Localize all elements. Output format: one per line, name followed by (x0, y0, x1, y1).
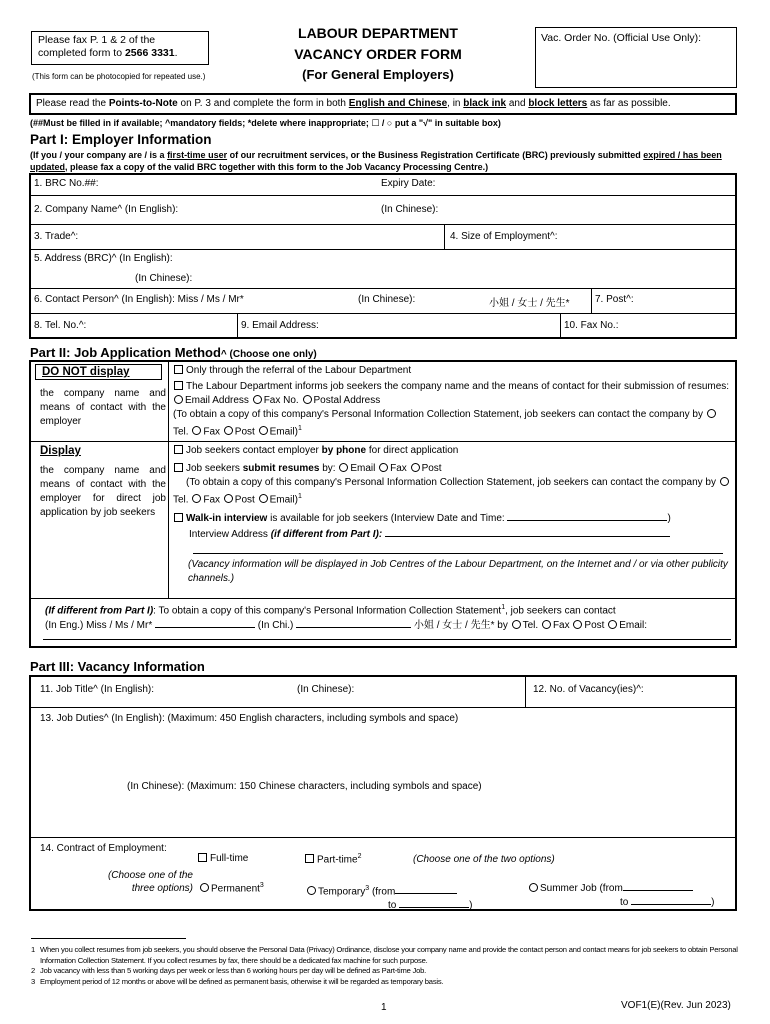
trade-label: 3. Trade^: (34, 231, 79, 242)
instruction-letters: block letters (528, 98, 588, 109)
job-title-en-field[interactable] (40, 684, 154, 695)
diff-email: Email: (619, 620, 647, 632)
diff-text: : To obtain a copy of this company's Personal Information Collection Statement (153, 605, 502, 617)
instruction-mid2: , in (447, 98, 461, 109)
footnote-1-text: When you collect resumes from job seekers, you should observe the Personal Data (Privacy) Ordinance, disclose your company name and provide the contact person and contact means for job seekers to obtain Personal Information Collection Statement. If you collect resumes by fax, there should be a dedicated fax machine for such purpose. (40, 945, 738, 965)
opt4-pre: Job seekers (186, 463, 240, 474)
display-title (40, 444, 81, 458)
temp-from-input[interactable] (395, 893, 457, 894)
fax-field[interactable] (564, 320, 618, 331)
radio-icon[interactable] (259, 494, 268, 503)
opt4-email2: Email) (269, 494, 298, 506)
display-title-text: Display (40, 445, 81, 457)
diff-bold: (If different from Part I) (45, 605, 154, 617)
diff-line2: (In Eng.) Miss / Ms / Mr* (45, 620, 153, 632)
summer-to-input[interactable] (631, 904, 711, 905)
contact-zh-label: (In Chinese): (358, 294, 416, 305)
diff-titles-zh: 小姐 / 女士 / 先生* (413, 620, 495, 632)
diff-eng-name-input[interactable] (155, 627, 255, 628)
address-en-field[interactable] (34, 253, 173, 264)
vacancy-display-note: (Vacancy information will be displayed in Job Centres of the Labour Department, on the Internet and / or via other publicity channels.) (188, 559, 728, 584)
instruction-mid: on P. 3 and complete the form in both (180, 98, 346, 109)
footnote-3-text: Employment period of 12 months or above will be defined as permanent basis, otherwise it will be regarded as temporary basis. (40, 976, 444, 986)
opt4-bold: submit resumes (242, 463, 320, 474)
not-display-title (35, 364, 162, 380)
interview-address-line2[interactable] (193, 553, 723, 554)
opt2-email: Email Address (185, 395, 249, 406)
opt1-text: Only through the referral of the Labour Department (186, 365, 412, 376)
part3-title: Part III: Vacancy Information (30, 659, 205, 674)
permanent-label: Permanent (211, 883, 260, 895)
permanent-option[interactable]: Permanent$^3$ (199, 882, 264, 894)
diff-fax: Fax (552, 620, 570, 632)
part1-note-c: of our recruitment services, or the Business Registration Certificate (BRC) previously submitted (229, 150, 641, 160)
diff-text2: , job seekers can contact (505, 605, 616, 617)
job-title-label: 11. Job Title^ (In English): (40, 684, 155, 695)
summer-to: to (620, 897, 629, 908)
instruction-post: as far as possible. (590, 98, 671, 109)
part-time-label: Part-time (317, 854, 358, 866)
post-field[interactable] (595, 294, 634, 305)
contact-titles-zh: 小姐 / 女士 / 先生* (489, 298, 570, 309)
diff-post: Post (584, 620, 605, 632)
interview-addr-it: (if different from Part I): (270, 529, 383, 540)
opt4-email: Email (350, 463, 376, 474)
checkbox-icon[interactable] (174, 513, 183, 522)
address-en-label: 5. Address (BRC)^ (In English): (34, 253, 173, 264)
footnote-1: 1 When you collect resumes from job seekers, you should observe the Personal Data (Privacy) Ordinance, disclose your company name and provide the contact person and contact means for job seekers to obtain Personal Information Collection Statement. If you collect resumes by fax, there should be a dedicated fax machine for such purpose. (31, 945, 738, 965)
duties-zh-field[interactable] (127, 781, 727, 836)
part2-choose: ^ (Choose one only) (220, 349, 317, 360)
interview-address-row[interactable] (189, 528, 734, 542)
part-time-option[interactable]: Part-time$^2$ (304, 853, 361, 865)
choose-one-two: (Choose one of the two options) (413, 854, 555, 865)
option-walkin[interactable]: Walk-in interview is available for job seekers (Interview Date and Time: ) (173, 512, 733, 526)
num-vac-field[interactable] (533, 684, 644, 695)
part1-table (29, 173, 737, 339)
radio-icon[interactable] (379, 463, 388, 472)
photocopy-note: (This form can be photocopied for repeated use.) (32, 72, 206, 81)
instruction-box (29, 93, 737, 115)
instruction-pre: Please read the (36, 98, 107, 109)
checkbox-icon[interactable] (198, 853, 207, 862)
choose-one-three: (Choose one of the three options) (107, 870, 193, 894)
dept-title: LABOUR DEPARTMENT (298, 25, 458, 41)
num-vac-label: 12. No. of Vacancy(ies)^: (533, 684, 644, 695)
radio-icon[interactable] (200, 883, 209, 892)
full-time-option[interactable] (197, 853, 248, 864)
brc-label: 1. BRC No.##: (34, 178, 99, 189)
contact-en-label: 6. Contact Person^ (In English): Miss / Ms / Mr* (34, 294, 244, 305)
opt4-post: by: (322, 463, 336, 474)
checkbox-icon[interactable] (174, 365, 183, 374)
interview-address-input[interactable] (385, 536, 670, 537)
footnote-2-text: Job vacancy with less than 5 working days per week or less than 6 working hours per day will be defined as Part-time Job. (40, 966, 427, 975)
opt5-post: is available for job seekers (Interview Date and Time: (270, 513, 505, 524)
fax-label: 10. Fax No.: (564, 320, 619, 331)
opt3-pre: Job seekers contact employer (186, 445, 319, 456)
diff-chi-name-input[interactable] (296, 627, 411, 628)
radio-icon[interactable] (339, 463, 348, 472)
expiry-field[interactable] (381, 178, 681, 189)
checkbox-icon[interactable] (305, 854, 314, 863)
temporary-option[interactable]: Temporary$^3$ (from to ) (306, 882, 472, 913)
size-field[interactable] (450, 231, 558, 242)
instruction-points: Points-to-Note (108, 98, 178, 109)
radio-icon[interactable] (303, 395, 312, 404)
form-title: VACANCY ORDER FORM (294, 46, 462, 62)
option-referral[interactable] (173, 364, 733, 378)
address-zh-field[interactable] (135, 273, 192, 284)
duties-en-label: 13. Job Duties^ (In English): (Maximum: 450 English characters, including symbols and space) (40, 713, 459, 724)
radio-icon[interactable] (307, 886, 316, 895)
radio-icon[interactable] (707, 409, 716, 418)
radio-icon[interactable] (512, 620, 521, 629)
diff-tel: Tel. (522, 620, 539, 632)
temp-to-input[interactable] (399, 907, 469, 908)
fax-number: 2566 3331 (124, 47, 175, 59)
opt4-post3: Post (234, 494, 255, 506)
radio-icon[interactable] (192, 494, 201, 503)
footnote-3: 3 Employment period of 12 months or above will be defined as permanent basis, otherwise it will be regarded as temporary basis. (31, 976, 444, 986)
address-zh-label: (In Chinese): (135, 273, 193, 284)
job-title-zh-label: (In Chinese): (297, 684, 355, 695)
radio-icon[interactable] (573, 620, 582, 629)
part1-note (30, 149, 740, 173)
page-number: 1 (381, 1002, 387, 1013)
company-zh-field[interactable] (381, 204, 438, 215)
radio-icon[interactable] (174, 395, 183, 404)
opt5-bold: Walk-in interview (186, 513, 268, 524)
email-field[interactable] (241, 320, 319, 331)
checkbox-icon[interactable] (174, 381, 183, 390)
opt2-note: (To obtain a copy of this company's Personal Information Collection Statement, job seekers can contact the company by (173, 409, 703, 420)
trade-field[interactable] (34, 231, 78, 242)
mandatory-note: (##Must be filled in if available; ^mandatory fields; *delete where inappropriate; ☐ / ○ put a "√" in suitable box) (30, 118, 501, 128)
temp-to: to (388, 900, 397, 912)
opt2-email2: Email) (269, 426, 298, 438)
diff-by: by (497, 620, 508, 632)
part1-note-e: , please fax a copy of the valid BRC together with this form to the Job Vacancy Processing Centre.) (65, 162, 489, 172)
form-subtitle: (For General Employers) (302, 67, 454, 82)
contact-zh-field[interactable] (358, 294, 415, 305)
job-title-zh-field[interactable] (297, 684, 354, 695)
vac-order-label: Vac. Order No. (Official Use Only): (541, 32, 702, 44)
not-display-title-text: DO NOT display (42, 366, 130, 378)
radio-icon[interactable] (192, 426, 201, 435)
footnotes (31, 945, 739, 987)
option-inform[interactable]: The Labour Department informs job seekers the company name and the means of contact for their submission of resumes: Email Address Fax No. Postal Address (To obtain a copy of this company's Personal Information Collection Statement, job seekers can contact the company by Tel. Fax Post Email)$^1$ (173, 381, 730, 438)
form-code: VOF1(E)(Rev. Jun 2023) (621, 1000, 731, 1011)
opt4-fax2: Fax (203, 494, 221, 506)
full-time-label: Full-time (210, 853, 249, 864)
opt2-post: Postal Address (313, 395, 381, 406)
summer-option[interactable]: Summer Job (from to ) (528, 882, 714, 910)
tel-field[interactable] (34, 320, 86, 331)
duties-zh-label: (In Chinese): (Maximum: 150 Chinese characters, including symbols and space) (127, 781, 482, 792)
expiry-label: Expiry Date: (381, 178, 436, 189)
tel-label: 8. Tel. No.^: (34, 320, 87, 331)
fax-note-box: Please fax P. 1 & 2 of the completed form to 2566 3331. (31, 31, 209, 65)
brc-field[interactable] (34, 178, 374, 189)
opt4-note: (To obtain a copy of this company's Personal Information Collection Statement, job seekers can contact the company by (186, 477, 716, 488)
radio-icon[interactable] (529, 883, 538, 892)
option-phone[interactable] (173, 444, 733, 458)
vac-order-box[interactable] (535, 27, 737, 88)
instruction-lang: English and Chinese (348, 98, 448, 109)
size-label: 4. Size of Employment^: (450, 231, 558, 242)
different-contact: (If different from Part I): To obtain a copy of this company's Personal Information Collection Statement$^1$, job seekers can contact (In Eng.) Miss / Ms / Mr* (In Chi.) 小姐 / 女士 / 先生* by Tel. Fax Post Email: (45, 604, 647, 632)
opt4-fax: Fax (390, 463, 407, 474)
summer-label: Summer Job (from (540, 883, 623, 894)
temporary-label: Temporary (318, 886, 366, 898)
duties-en-field[interactable] (40, 713, 730, 773)
diff-chi: (In Chi.) (257, 620, 294, 632)
radio-icon[interactable] (608, 620, 617, 629)
opt2-post2: Post (234, 426, 255, 438)
opt4-post2: Post (421, 463, 442, 474)
fax-note-text: Please fax P. 1 & 2 of the completed form to (38, 34, 156, 59)
part1-title: Part I: Employer Information (30, 132, 212, 147)
company-zh-label: (In Chinese): (381, 204, 439, 215)
company-en-field[interactable] (34, 204, 178, 215)
checkbox-icon[interactable] (174, 463, 183, 472)
part3-table (29, 675, 737, 911)
radio-icon[interactable] (253, 395, 262, 404)
contract-label: 14. Contract of Employment: (40, 843, 167, 854)
radio-icon[interactable] (542, 620, 551, 629)
option-resume[interactable]: Job seekers submit resumes by: Email Fax Post (To obtain a copy of this company's Personal Information Collection Statement, job seekers can contact the company by Tel. Fax Post Email)$^1$ (173, 462, 733, 507)
opt2-text: The Labour Department informs job seekers the company name and the means of contact for their submission of resumes: (186, 381, 730, 392)
email-label: 9. Email Address: (241, 320, 319, 331)
opt3-bold: by phone (321, 445, 367, 456)
radio-icon[interactable] (259, 426, 268, 435)
opt4-tel: Tel. (173, 494, 189, 506)
opt3-post: for direct application (368, 445, 459, 456)
checkbox-icon[interactable] (174, 445, 183, 454)
interview-addr-label: Interview Address (189, 529, 268, 540)
interview-datetime-input[interactable] (507, 520, 667, 521)
radio-icon[interactable] (411, 463, 420, 472)
instruction-ink: black ink (463, 98, 507, 109)
radio-icon[interactable] (224, 494, 233, 503)
not-display-desc: the company name and means of contact with the employer (40, 388, 166, 427)
part2-heading (30, 345, 317, 360)
part1-note-a: (If you / your company are / is a (30, 150, 165, 160)
instruction-and: and (508, 98, 526, 109)
opt2-tel: Tel. (173, 426, 189, 438)
part2-title: Part II: Job Application Method (30, 345, 221, 360)
contact-en-field[interactable] (34, 294, 244, 305)
part1-note-b: first-time user (167, 150, 228, 160)
opt2-fax2: Fax (203, 426, 221, 438)
opt2-fax: Fax No. (263, 395, 299, 406)
footnote-2: 2 Job vacancy with less than 5 working days per week or less than 6 working hours per day will be defined as Part-time Job. (31, 966, 427, 975)
temp-from: (from (371, 886, 396, 898)
radio-icon[interactable] (720, 477, 729, 486)
radio-icon[interactable] (224, 426, 233, 435)
part1-note-d: expired / has been updated (30, 150, 722, 172)
footnote-rule (31, 938, 186, 939)
diff-line3[interactable] (43, 639, 731, 640)
company-en-label: 2. Company Name^ (In English): (34, 204, 179, 215)
post-label: 7. Post^: (595, 294, 634, 305)
display-desc: the company name and means of contact with the employer for direct job application by job seekers (40, 465, 166, 518)
part2-table (29, 360, 737, 648)
summer-from-input[interactable] (623, 890, 693, 891)
